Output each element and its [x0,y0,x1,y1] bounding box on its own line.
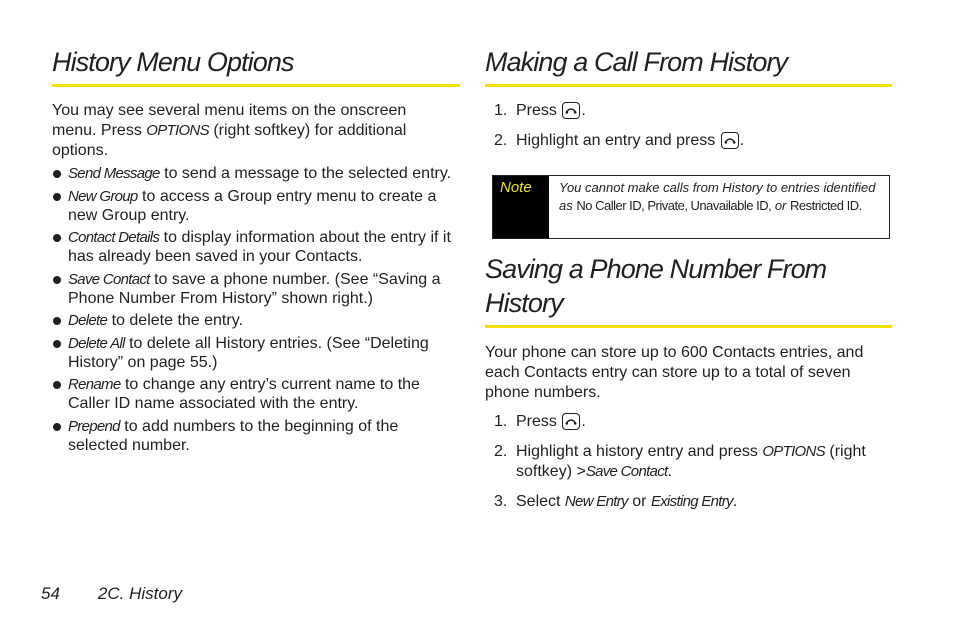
bullet-icon [53,381,61,389]
save-contact-term: Save Contact [585,463,668,480]
options-term: OPTIONS [762,443,825,460]
step-text: . [732,493,738,510]
step-item [485,101,892,121]
option-term: Delete [68,312,108,329]
option-term: Send Message [68,165,160,182]
list-item [52,311,460,330]
page-number: 54 [41,584,60,603]
page-footer [41,584,182,604]
option-desc: to access a Group entry menu to create a new Group entry. [68,187,437,224]
bullet-icon [53,234,61,242]
step-text: or [627,493,651,510]
option-desc: to save a phone number. (See “Saving a Phone Number From History” shown right.) [68,270,441,307]
step-text: . [739,132,745,149]
option-term: Save Contact [68,270,150,288]
option-desc: to add numbers to the beginning of the selected number. [68,417,399,454]
step-text: Highlight a history entry and press [516,443,763,460]
section-name: 2C. History [97,584,182,603]
options-term: OPTIONS [146,122,209,139]
list-item [52,164,460,183]
step-number: 2. [494,132,508,149]
step-number: 2. [494,443,508,460]
section-heading-making-a-call: Making a Call From History [485,45,892,87]
section-heading-history-menu-options: History Menu Options [52,45,460,87]
saving-steps-list [485,412,892,512]
note-box [492,175,890,239]
note-caller-ids: Restricted ID. [790,198,862,213]
bullet-icon [53,340,61,348]
step-text: . [581,413,586,430]
talk-key-icon [562,413,580,430]
list-item [52,270,460,308]
option-term: Contact Details [68,229,160,246]
step-text: . [667,463,672,480]
option-term: Delete All [68,334,125,352]
option-desc: to change any entry’s current name to the Caller ID name associated with the entry. [68,376,420,412]
new-entry-term: New Entry [564,493,628,510]
option-term: Rename [68,376,121,393]
intro-text: You may see several menu items on the onscreen menu. Press [52,102,407,139]
talk-key-icon [562,102,580,119]
step-text: Press [516,413,562,430]
note-text [549,176,889,238]
call-steps-list [485,101,892,151]
intro-paragraph [52,101,452,161]
bullet-icon [53,423,61,431]
option-desc: to delete all History entries. (See “Deleting History” on page 55.) [68,334,429,371]
step-text: Select [516,493,565,510]
bullet-icon [53,170,61,178]
menu-options-list [52,164,460,458]
step-number: 1. [494,413,508,430]
step-text: Press [516,102,562,119]
step-text: . [581,102,586,119]
step-item [485,412,892,432]
saving-intro-paragraph: Your phone can store up to 600 Contacts entries, and each Contacts entry can store up to a total of seven phone numbers. [485,344,864,401]
step-number: 1. [494,102,508,119]
step-item [485,492,892,512]
step-item [485,131,892,151]
option-desc: to delete the entry. [107,312,243,329]
talk-key-icon [721,132,739,149]
bullet-icon [53,317,61,325]
list-item [52,187,460,225]
bullet-icon [53,193,61,201]
list-item [52,228,460,266]
existing-entry-term: Existing Entry [650,493,733,510]
step-text: Highlight an entry and press [516,132,720,149]
list-item [52,334,460,372]
intro-text: (right softkey) for additional options. [52,122,407,159]
list-item [52,375,460,413]
option-term: Prepend [68,417,120,435]
bullet-icon [53,276,61,284]
note-text-part: You cannot make calls from History to entries identified as [559,180,876,213]
step-item [485,442,892,482]
option-desc: to send a message to the selected entry. [159,165,452,182]
list-item [52,417,460,455]
menu-arrow: > [576,463,586,480]
option-term: New Group [68,187,138,205]
note-text-part: or [771,198,790,213]
step-text: (right softkey) [516,443,866,480]
option-desc: to display information about the entry if it has already been saved in your Contacts. [68,229,451,265]
step-number: 3. [494,493,508,510]
section-heading-saving-phone-number: Saving a Phone Number From History [485,252,892,328]
note-label: Note [493,176,549,238]
note-caller-ids: No Caller ID, Private, Unavailable ID, [576,198,772,213]
